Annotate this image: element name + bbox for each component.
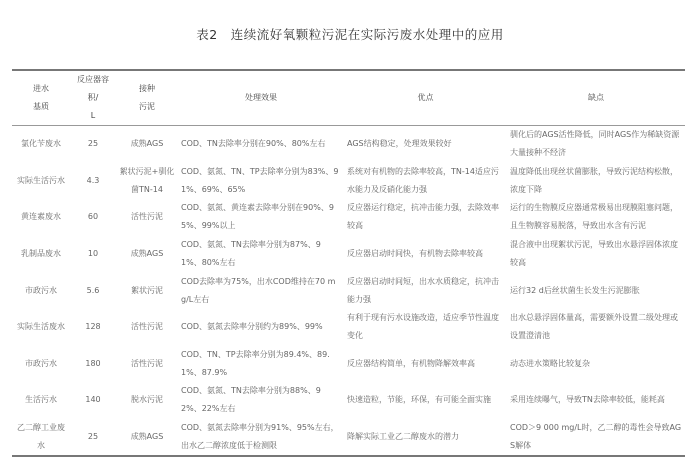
cell-disadvantages: 运行的生物膜反应器通常极易出现膜阻塞问题，且生物膜容易脱落，导致出水含有污泥	[510, 203, 678, 231]
cell-effect: COD、氨氮、TN、TP去除率分别为83%、91%、69%、65%	[181, 166, 339, 194]
cell-inoculum: 成熟AGS	[130, 249, 164, 259]
table-row	[12, 236, 685, 273]
cell-volume: 5.6	[86, 285, 100, 295]
table-row	[12, 199, 685, 236]
cell-influent: 市政污水	[25, 358, 57, 368]
cell-advantages: 反应器启动时间短，出水水质稳定，抗冲击能力强	[347, 276, 499, 304]
cell-effect: COD、氨氮去除率分别为91%、95%左右，出水乙二醇浓度低于检测限	[181, 423, 339, 451]
cell-advantages: 有利于现有污水设施改造，适应季节性温度变化	[347, 313, 499, 341]
cell-volume: 25	[87, 432, 99, 442]
header-influent: 进水 基质	[12, 70, 70, 126]
table-row	[12, 309, 685, 346]
cell-effect: COD、氨氮、黄连素去除率分别在90%、95%、99%以上	[181, 203, 334, 231]
cell-influent: 实际生活废水	[17, 322, 65, 332]
cell-influent: 黄连素废水	[21, 212, 61, 222]
header-row	[12, 70, 685, 126]
cell-disadvantages: 运行32 d后丝状菌生长发生污泥膨胀	[510, 285, 640, 295]
cell-advantages: 反应器运行稳定，抗冲击能力强，去除效率较高	[347, 203, 499, 231]
header-volume: 反应器容积/ L	[70, 70, 116, 126]
cell-inoculum: 活性污泥	[131, 212, 163, 222]
cell-disadvantages: 混合液中出现絮状污泥，导致出水悬浮固体浓度较高	[510, 240, 678, 268]
cell-inoculum: 脱水污泥	[131, 395, 163, 405]
cell-effect: COD、TN、TP去除率分别为89.4%、89.1%、87.9%	[181, 349, 330, 377]
cell-disadvantages: 采用连续曝气，导致TN去除率较低，能耗高	[510, 395, 665, 405]
cell-inoculum: 絮状污泥+驯化菌TN-14	[119, 166, 175, 194]
cell-volume: 4.3	[86, 175, 100, 185]
cell-inoculum: 絮状污泥	[131, 285, 163, 295]
cell-inoculum: 活性污泥	[131, 358, 163, 368]
cell-influent: 生活污水	[25, 395, 57, 405]
header-effect: 处理效果	[178, 70, 344, 126]
cell-advantages: 系统对有机物的去除率较高，TN-14适应污水能力及反硝化能力强	[347, 166, 499, 194]
cell-advantages: 反应器结构简单，有机物降解效率高	[347, 358, 475, 368]
cell-disadvantages: 温度降低出现丝状菌膨胀，导致污泥结构松散，浓度下降	[510, 166, 678, 194]
table-row	[12, 346, 685, 383]
table-row	[12, 272, 685, 309]
cell-volume: 25	[87, 139, 99, 149]
cell-advantages: 反应器启动时间快，有机物去除率较高	[347, 249, 483, 259]
cell-advantages: 快速造粒，节能，环保，有可能全面实施	[347, 395, 491, 405]
cell-volume: 140	[85, 395, 101, 405]
cell-effect: COD去除率为75%，出水COD维持在70 mg/L左右	[181, 276, 336, 304]
cell-influent: 氯化苄废水	[21, 139, 61, 149]
cell-influent: 乳制品废水	[21, 249, 61, 259]
cell-advantages: AGS结构稳定，处理效果较好	[347, 139, 452, 149]
cell-effect: COD、TN去除率分别在90%、80%左右	[181, 139, 326, 149]
header-advantages: 优点	[344, 70, 507, 126]
cell-effect: COD、氨氮、TN去除率分别为88%、92%、22%左右	[181, 386, 321, 414]
cell-volume: 10	[87, 249, 99, 259]
header-inoculum: 接种 污泥	[116, 70, 178, 126]
header-disadvantages: 缺点	[507, 70, 685, 126]
cell-disadvantages: 驯化后的AGS活性降低，同时AGS作为稀缺资源大量接种不经济	[510, 130, 680, 158]
cell-volume: 60	[87, 212, 99, 222]
cell-inoculum: 成熟AGS	[130, 432, 164, 442]
cell-influent: 实际生活污水	[17, 175, 65, 185]
cell-disadvantages: 动态进水策略比较复杂	[510, 358, 590, 368]
cell-effect: COD、氨氮去除率分别约为89%、99%	[181, 322, 323, 332]
application-table	[12, 69, 685, 457]
cell-advantages: 降解实际工业乙二醇废水的潜力	[347, 432, 459, 442]
cell-disadvantages: 出水总悬浮固体量高，需要额外设置二级处理或设置澄清池	[510, 313, 678, 341]
table-row	[12, 126, 685, 163]
cell-inoculum: 活性污泥	[131, 322, 163, 332]
cell-volume: 180	[85, 358, 101, 368]
cell-volume: 128	[85, 322, 101, 332]
cell-effect: COD、氨氮、TN去除率分别为87%、91%、80%左右	[181, 240, 321, 268]
cell-influent: 市政污水	[25, 285, 57, 295]
cell-disadvantages: COD＞9 000 mg/L时，乙二醇的毒性会导致AGS解体	[510, 423, 682, 451]
table-row	[12, 419, 685, 457]
cell-influent: 乙二醇工业废水	[17, 423, 65, 451]
cell-inoculum: 成熟AGS	[130, 139, 164, 149]
table-row	[12, 382, 685, 419]
table-row	[12, 163, 685, 200]
table-caption: 表2 连续流好氧颗粒污泥在实际污废水处理中的应用	[196, 27, 504, 42]
